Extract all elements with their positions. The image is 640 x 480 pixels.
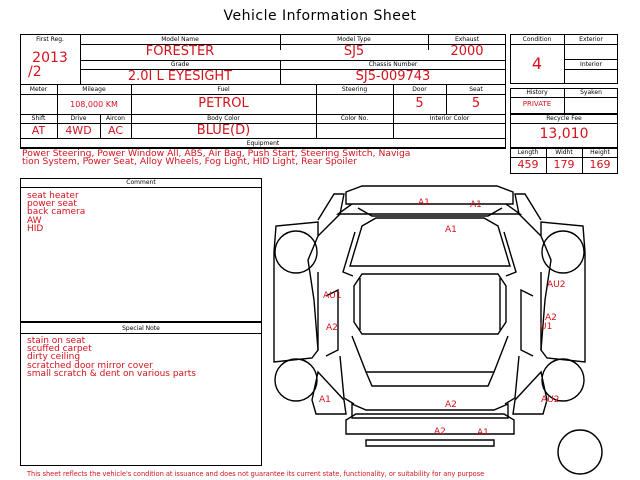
equipment-line-2: tion System, Power Seat, Alloy Wheels, Fog Light, HID Light, Rear Spoiler [22, 156, 357, 167]
aircon-label: Aircon [106, 115, 125, 122]
length-value: 459 [517, 158, 539, 171]
seat-value: 5 [471, 96, 481, 111]
sheet-title: Vehicle Information Sheet [223, 8, 417, 24]
chassis-label: Chassis Number [368, 61, 418, 68]
special-note-item: scuffed carpet [27, 344, 92, 355]
exhaust-label: Exhaust [454, 36, 480, 43]
comment-item: back camera [27, 207, 86, 218]
equipment-line-1: Power Steering, Power Window All, ABS, Air Bag, Push Start, Steering Switch, Naviga [22, 148, 411, 159]
interior-color-label: Interior Color [429, 115, 470, 122]
mileage-value: 108,000 KM [70, 100, 118, 109]
comment-item: AW [27, 215, 42, 226]
damage-mark: A2 [445, 400, 457, 410]
grade-value: 2.0I L EYESIGHT [127, 69, 233, 84]
special-note-label: Special Note [122, 325, 160, 332]
height-label: Height [590, 149, 610, 156]
model-name-value: FORESTER [145, 44, 215, 59]
body-color-label: Body Color [207, 115, 240, 122]
body-color-value: BLUE(D) [196, 123, 251, 138]
fuel-value: PETROL [198, 96, 249, 111]
door-value: 5 [415, 96, 424, 111]
door-label: Door [412, 86, 427, 93]
damage-mark: AU2 [547, 280, 566, 290]
color-no-label: Color No. [340, 115, 369, 122]
footer-disclaimer: This sheet reflects the vehicle's condition at issuance and does not guarantee its current state, functionality, or suitability for any purpose [27, 470, 485, 478]
height-value: 169 [589, 158, 611, 171]
recycle-fee-value: 13,010 [539, 126, 589, 142]
comment-label: Comment [126, 179, 156, 186]
model-type-value: SJ5 [343, 44, 365, 59]
shift-label: Shift [31, 115, 46, 122]
drive-value: 4WD [65, 124, 92, 137]
history-label: History [526, 89, 548, 96]
spare-wheel [558, 430, 602, 474]
damage-mark: A2 [326, 323, 338, 333]
special-note-item: stain on seat [27, 336, 86, 346]
grade-label: Grade [170, 61, 190, 68]
equipment-label: Equipment [246, 140, 280, 147]
fuel-label: Fuel [217, 86, 230, 93]
comment-item: HID [27, 223, 44, 234]
wheel-rear-left [275, 359, 317, 401]
length-label: Length [517, 149, 539, 156]
special-note-item: scratched door mirror cover [27, 360, 153, 371]
syaken-label: Syaken [580, 89, 602, 96]
damage-mark: A1 [319, 395, 331, 405]
comment-item: seat heater [27, 191, 79, 201]
damage-mark: A1 [477, 428, 489, 438]
drive-label: Drive [70, 115, 87, 122]
exterior-label: Exterior [579, 36, 603, 43]
model-name-label: Model Name [161, 36, 199, 43]
damage-mark: A2 [545, 313, 557, 323]
steering-label: Steering [341, 86, 368, 93]
interior-label: Interior [580, 61, 602, 68]
first-reg-year: 2013 [32, 50, 68, 66]
exhaust-value: 2000 [450, 44, 484, 59]
meter-label: Meter [29, 86, 48, 93]
condition-value: 4 [531, 54, 543, 73]
history-value: PRIVATE [522, 100, 552, 108]
special-note-item: dirty ceiling [27, 352, 81, 363]
first-reg-month: /2 [28, 64, 42, 80]
width-value: 179 [553, 158, 575, 171]
damage-mark: A1 [445, 225, 457, 235]
aircon-value: AC [107, 124, 123, 137]
width-label: Widht [555, 149, 573, 156]
damage-mark: AU2 [541, 395, 560, 405]
damage-mark: U1 [540, 322, 553, 332]
recycle-fee-label: Recycle Fee [546, 115, 582, 122]
damage-mark: A1 [418, 198, 430, 208]
seat-label: Seat [469, 86, 483, 93]
model-type-label: Model Type [337, 36, 371, 43]
first-reg-label: First Reg. [36, 36, 64, 43]
chassis-value: SJ5-009743 [355, 69, 431, 84]
damage-mark: AU1 [323, 291, 342, 301]
special-note-item: small scratch & dent on various parts [27, 368, 196, 379]
shift-value: AT [31, 124, 46, 137]
damage-mark: A1 [470, 200, 482, 210]
mileage-label: Mileage [82, 86, 106, 93]
comment-item: power seat [27, 199, 77, 210]
damage-mark: A2 [434, 427, 446, 437]
condition-label: Condition [522, 36, 552, 43]
